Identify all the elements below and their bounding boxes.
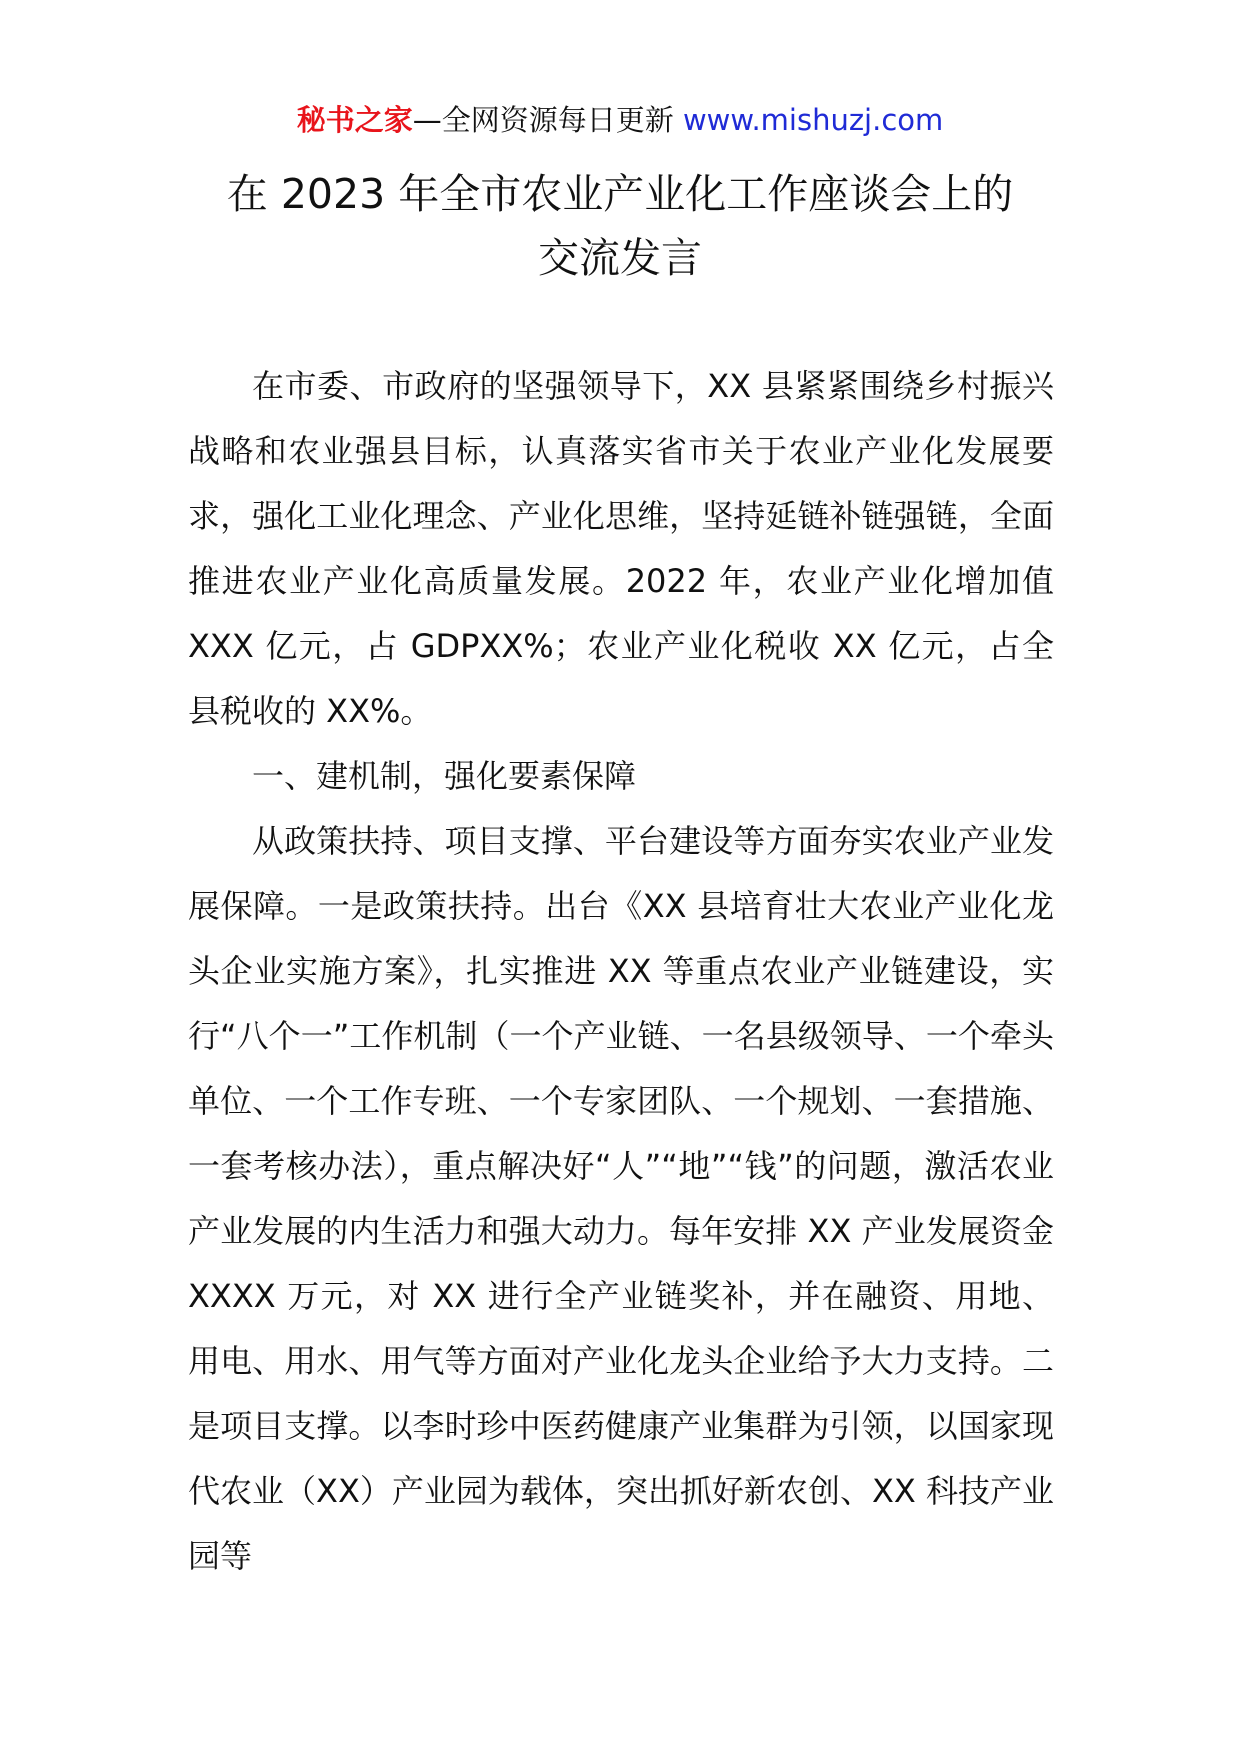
intro-paragraph: 在市委、市政府的坚强领导下，XX 县紧紧围绕乡村振兴战略和农业强县目标，认真落实省市关于农业产业化发展要求，强化工业化理念、产业化思维，坚持延链补链强链，全面推进农业产业化高质量发展。2022 年，农业产业化增加值 XXX 亿元，占 GDPXX%；农业产业化税收 XX 亿元，占全县税收的 XX%。: [188, 367, 1054, 730]
section-1-paragraph: 从政策扶持、项目支撑、平台建设等方面夯实农业产业发展保障。一是政策扶持。出台《XX 县培育壮大农业产业化龙头企业实施方案》，扎实推进 XX 等重点农业产业链建设，实行“八个一”工作机制（一个产业链、一名县级领导、一个牵头单位、一个工作专班、一个专家团队、一个规划、一套措施、一套考核办法），重点解决好“人”“地”“钱”的问题，激活农业产业发展的内生活力和强大动力。每年安排 XX 产业发展资金 XXXX 万元，对 XX 进行全产业链奖补，并在融资、用地、用电、用水、用气等方面对产业化龙头企业给予大力支持。二是项目支撑。以李时珍中医药健康产业集群为引领，以国家现代农业（XX）产业园为载体，突出抓好新农创、XX 科技产业园等: [188, 822, 1054, 1575]
document-body: [188, 354, 1054, 1589]
website-link[interactable]: www.mishuzj.com: [682, 103, 944, 137]
brand-name: 秘书之家: [296, 103, 413, 137]
title-line-1: 在 2023 年全市农业产业化工作座谈会上的: [226, 170, 1014, 218]
document-title: [120, 162, 1120, 290]
section-heading-1: 一、建机制，强化要素保障: [252, 757, 637, 795]
header-tagline: —全网资源每日更新: [412, 103, 683, 137]
header-banner: [0, 98, 1240, 142]
title-line-2: 交流发言: [538, 234, 702, 282]
